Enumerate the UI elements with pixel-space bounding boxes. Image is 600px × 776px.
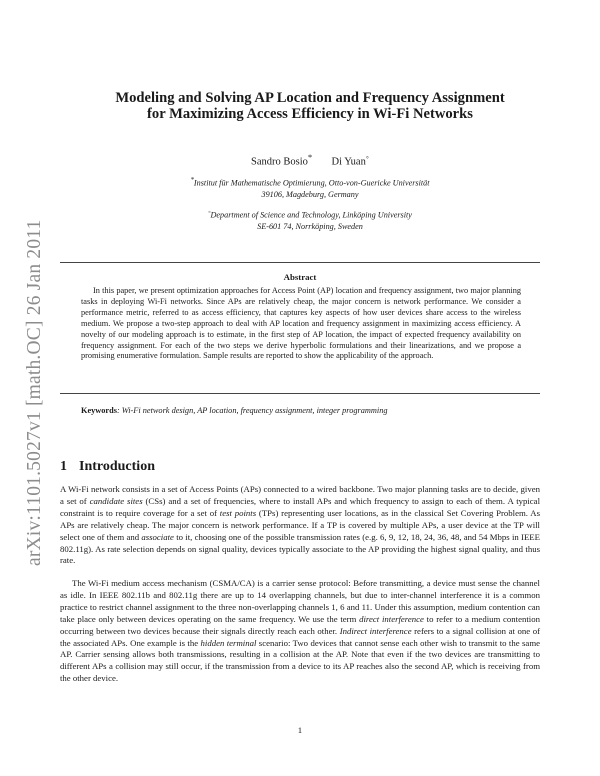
emphasis-term: associate: [141, 531, 174, 542]
author-name: Sandro Bosio: [251, 156, 308, 168]
emphasis-term: direct interference: [359, 613, 424, 624]
paragraph-text: (CSs) and a set of frequencies, where to install APs and which frequency to assign to each of them. A typical constraint is to require coverage for a set of: [60, 495, 541, 518]
affiliation-line: 39106, Magdeburg, Germany: [261, 190, 359, 200]
affiliation-line: Institut für Mathematische Optimierung, Otto-von-Guericke Universität: [193, 178, 430, 188]
section-heading: [60, 459, 155, 475]
paragraph-text: to refer to a medium contention occurring between two devices because their signals directly reach each other.: [60, 613, 540, 636]
paragraph-text: A Wi-Fi network consists in a set of Access Points (APs) connected to a wired backbone. Two major planning tasks are to decide, given a set of: [60, 484, 540, 506]
affiliation-line: SE-601 74, Norrköping, Sweden: [257, 222, 363, 232]
abstract-heading: Abstract: [283, 272, 317, 282]
affiliation: [40, 207, 580, 233]
paper-title: [40, 91, 580, 122]
section-title: Introduction: [79, 459, 155, 474]
emphasis-term: Indirect interference: [339, 625, 412, 636]
abstract-text: In this paper, we present optimization approaches for Access Point (AP) location and frequency assignment, two major planning tasks in deploying Wi-Fi networks. Since APs are relatively cheap, the major concern is network performance. We consider a performance metric, referred to as access efficiency, that captures key aspects of how user devices share access to the wireless medium. We propose a two-step approach to deal with AP location and frequency assignment in maximizing access efficiency. A novelty of our modeling approach is to estimate, in the first step of AP location, the impact of expected frequency availability on frequency assignment. For each of the two steps we derive hyperbolic formulations and their linearizations, and we propose a promising enumerative formulation. Sample results are reported to show the applicability of the approach.: [81, 286, 521, 361]
emphasis-term: test points: [219, 507, 257, 518]
paragraph-text: (TPs) representing user locations, as in the classical Set Covering Problem. As APs are relatively cheap. The major concern is network performance. If a TP is covered by multiple APs, a user device at the TP will select one of them and: [60, 507, 540, 542]
paragraph-text: The Wi-Fi medium access mechanism (CSMA/CA) is a carrier sense protocol: Before transmitting, a device must sense the channel as idle. In IEEE 802.11b and 802.11g there are up to 14 overlapping channels, but due to inter-channel interference it is a common practice to restrict channel assignment to the three non-overlapping channels 1, 6 and 11. Under this assumption, medium contention can take place only between devices operating on the same frequency. We use the term: [60, 578, 540, 624]
keywords-text: : Wi-Fi network design, AP location, frequency assignment, integer programming: [116, 406, 388, 415]
affiliation: [40, 175, 580, 201]
body-paragraph: [60, 578, 540, 685]
keywords-label: Keywords: [81, 406, 117, 415]
keywords: [81, 406, 541, 415]
author-affiliation-mark: *: [307, 152, 313, 162]
paragraph-text: to it, choosing one of the possible transmission rates (e.g. 6, 9, 12, 18, 24, 36, 48, and 54 Mbps in IEEE 802.11g). As rate selection depends on signal quality, devices typically associate to the AP providing the highest signal quality, and thus rate.: [60, 531, 540, 566]
paragraph-text: refers to a signal collision at one of the associated APs. One example is the: [60, 625, 540, 648]
author-name: Di Yuan: [331, 156, 366, 168]
title-line-2: for Maximizing Access Efficiency in Wi-Fi Networks: [147, 105, 473, 122]
body-paragraph: [60, 484, 540, 567]
emphasis-term: hidden terminal: [200, 637, 257, 648]
abstract-bottom-rule: [60, 393, 540, 394]
author-affiliation-mark: ◦: [365, 152, 369, 162]
page-number: 1: [297, 725, 303, 735]
affiliation-mark: ◦: [208, 209, 211, 216]
abstract-top-rule: [60, 262, 540, 263]
emphasis-term: candidate sites: [89, 495, 143, 506]
affiliation-mark: *: [190, 177, 194, 184]
section-number: 1: [60, 459, 67, 474]
title-line-1: Modeling and Solving AP Location and Frequency Assignment: [115, 90, 505, 106]
paragraph-text: scenario: Two devices that cannot sense each other wish to transmit to the same AP. Carrier sensing allows both transmissions, resulting in a collision at the AP. Note that even if the two devices are transmitting to different APs a collision may still occur, if the transmission from a device to its AP reaches also the second AP, which is receiving from the other device.: [60, 637, 541, 684]
affiliation-line: Department of Science and Technology, Linköping University: [210, 210, 412, 220]
arxiv-identifier-stamp[interactable]: arXiv:1101.5027v1 [math.OC] 26 Jan 2011: [24, 219, 45, 566]
author-list: [40, 152, 580, 168]
